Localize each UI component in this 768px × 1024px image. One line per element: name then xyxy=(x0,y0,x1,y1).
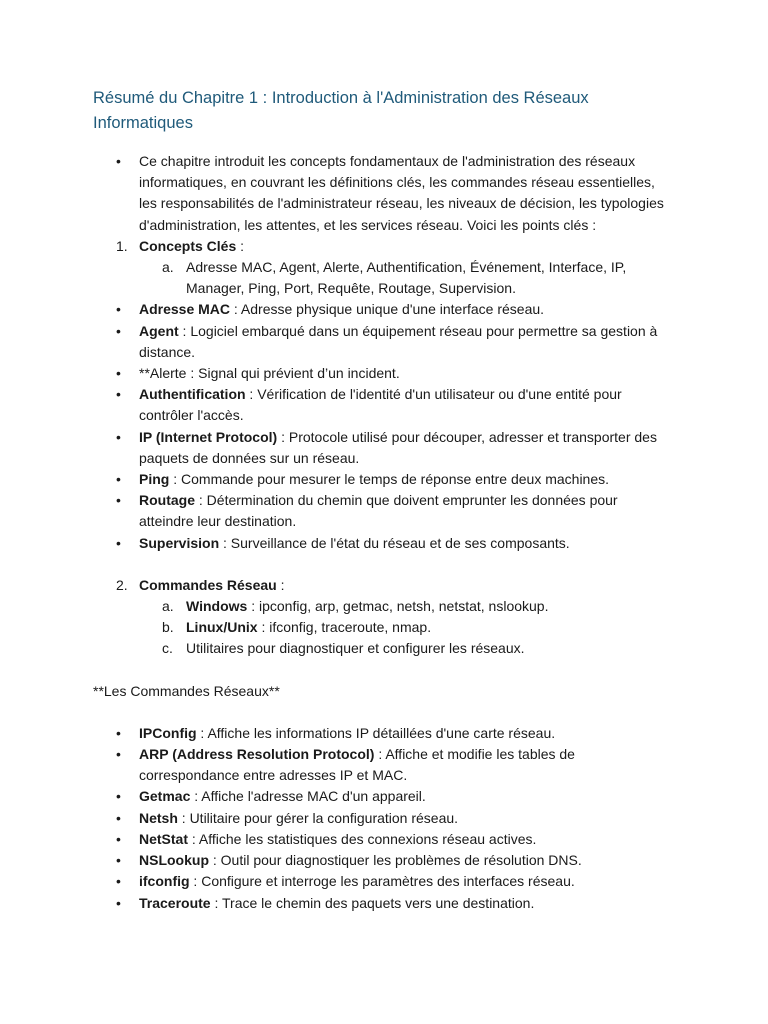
command-item xyxy=(0,808,768,829)
command-item xyxy=(0,893,768,914)
term: NetStat xyxy=(139,830,189,847)
section-heading: Commandes Réseau xyxy=(139,576,277,593)
concept-item xyxy=(0,490,768,532)
section-number: 2. xyxy=(116,576,128,593)
term: Authentification xyxy=(139,386,246,403)
commands-sub-list xyxy=(0,596,768,660)
page-title: Résumé du Chapitre 1 : Introduction à l'Administration des Réseaux Informatiques xyxy=(93,89,589,132)
bullet-marker: • xyxy=(116,830,121,847)
description: Utilitaires pour diagnostiquer et configurer les réseaux. xyxy=(186,640,525,657)
intro-text: Ce chapitre introduit les concepts fondamentaux de l'administration des réseaux informatiques, en couvrant les définitions clés, les commandes réseau essentielles, les responsabilités de l'administrateur réseau, les niveaux de décision, les typologies d'administration, les attentes, et les services réseau. Voici les points clés : xyxy=(139,153,664,233)
bullet-marker: • xyxy=(116,724,121,741)
description: : Détermination du chemin que doivent emprunter les données pour atteindre leur destination. xyxy=(139,492,618,530)
concepts-list xyxy=(0,299,768,553)
section-heading: Concepts Clés xyxy=(139,237,237,254)
description: : Affiche l'adresse MAC d'un appareil. xyxy=(190,788,426,805)
term: Getmac xyxy=(139,788,191,805)
sub-marker: b. xyxy=(162,619,174,636)
concepts-sub-item xyxy=(0,257,768,299)
term: Linux/Unix xyxy=(186,619,258,636)
description: : Adresse physique unique d'une interface réseau. xyxy=(230,301,545,318)
bullet-marker: • xyxy=(116,301,121,318)
concepts-list-text: Adresse MAC, Agent, Alerte, Authentification, Événement, Interface, IP, Manager, Ping, Port, Requête, Routage, Supervision. xyxy=(186,259,627,297)
section-number: 1. xyxy=(116,237,128,254)
term: NSLookup xyxy=(139,852,209,869)
description: : Commande pour mesurer le temps de réponse entre deux machines. xyxy=(169,471,610,488)
bullet-marker: • xyxy=(116,809,121,826)
bullet-marker: • xyxy=(116,534,121,551)
commands-sub-item xyxy=(0,596,768,617)
concept-item xyxy=(0,469,768,490)
section-heading-suffix: : xyxy=(236,237,245,254)
term: Ping xyxy=(139,471,170,488)
sub-marker: a. xyxy=(162,598,174,615)
bullet-marker: • xyxy=(116,852,121,869)
concept-item xyxy=(0,427,768,469)
concept-item xyxy=(0,533,768,554)
description: : Surveillance de l'état du réseau et de ses composants. xyxy=(219,534,570,551)
description: : Affiche les informations IP détaillées d'une carte réseau. xyxy=(196,724,556,741)
sub-marker: c. xyxy=(162,640,173,657)
term: Traceroute xyxy=(139,894,211,911)
command-item xyxy=(0,786,768,807)
bullet-marker: • xyxy=(116,894,121,911)
summary-section xyxy=(0,151,768,914)
commands-heading: **Les Commandes Réseaux** xyxy=(93,682,280,699)
term: Netsh xyxy=(139,809,178,826)
commands-heading-row xyxy=(0,681,768,702)
term: IP (Internet Protocol) xyxy=(139,428,278,445)
section-concepts xyxy=(0,236,768,257)
concept-item xyxy=(0,299,768,320)
command-item xyxy=(0,744,768,786)
commands-sub-item xyxy=(0,638,768,659)
command-item xyxy=(0,850,768,871)
term: Adresse MAC xyxy=(139,301,231,318)
term: Agent xyxy=(139,322,179,339)
term: ARP (Address Resolution Protocol) xyxy=(139,746,375,763)
intro-item xyxy=(0,151,768,236)
commands-list xyxy=(0,723,768,914)
command-item xyxy=(0,723,768,744)
description: **Alerte : Signal qui prévient d’un incident. xyxy=(139,365,400,382)
bullet-marker: • xyxy=(116,492,121,509)
description: : Logiciel embarqué dans un équipement réseau pour permettre sa gestion à distance. xyxy=(139,322,658,360)
bullet-marker: • xyxy=(116,873,121,890)
commands-sub-item xyxy=(0,617,768,638)
bullet-marker: • xyxy=(116,153,121,169)
description: : Protocole utilisé pour découper, adresser et transporter des paquets de données sur un réseau. xyxy=(139,428,657,466)
description: : Utilitaire pour gérer la configuration réseau. xyxy=(177,809,459,826)
bullet-marker: • xyxy=(116,428,121,445)
term: ifconfig xyxy=(139,873,190,890)
description: : Affiche et modifie les tables de correspondance entre adresses IP et MAC. xyxy=(139,746,575,784)
bullet-marker: • xyxy=(116,788,121,805)
description: : Trace le chemin des paquets vers une destination. xyxy=(210,894,535,911)
bullet-marker: • xyxy=(116,322,121,339)
description: : Outil pour diagnostiquer les problèmes de résolution DNS. xyxy=(209,852,582,869)
section-commands xyxy=(0,575,768,596)
concept-item xyxy=(0,321,768,363)
term: IPConfig xyxy=(139,724,197,741)
bullet-marker: • xyxy=(116,365,121,382)
command-item xyxy=(0,871,768,892)
description: : Vérification de l'identité d'un utilisateur ou d'une entité pour contrôler l'accès. xyxy=(139,386,622,424)
term: Routage xyxy=(139,492,195,509)
bullet-marker: • xyxy=(116,386,121,403)
description: : ipconfig, arp, getmac, netsh, netstat, nslookup. xyxy=(247,598,549,615)
description: : Configure et interroge les paramètres des interfaces réseau. xyxy=(189,873,575,890)
concept-item xyxy=(0,363,768,384)
section-heading-suffix: : xyxy=(276,576,285,593)
description: : Affiche les statistiques des connexions réseau actives. xyxy=(188,830,537,847)
bullet-marker: • xyxy=(116,471,121,488)
sub-marker: a. xyxy=(162,259,174,276)
concept-item xyxy=(0,384,768,426)
term: Supervision xyxy=(139,534,220,551)
term: Windows xyxy=(186,598,248,615)
command-item xyxy=(0,829,768,850)
description: : ifconfig, traceroute, nmap. xyxy=(257,619,432,636)
bullet-marker: • xyxy=(116,746,121,763)
